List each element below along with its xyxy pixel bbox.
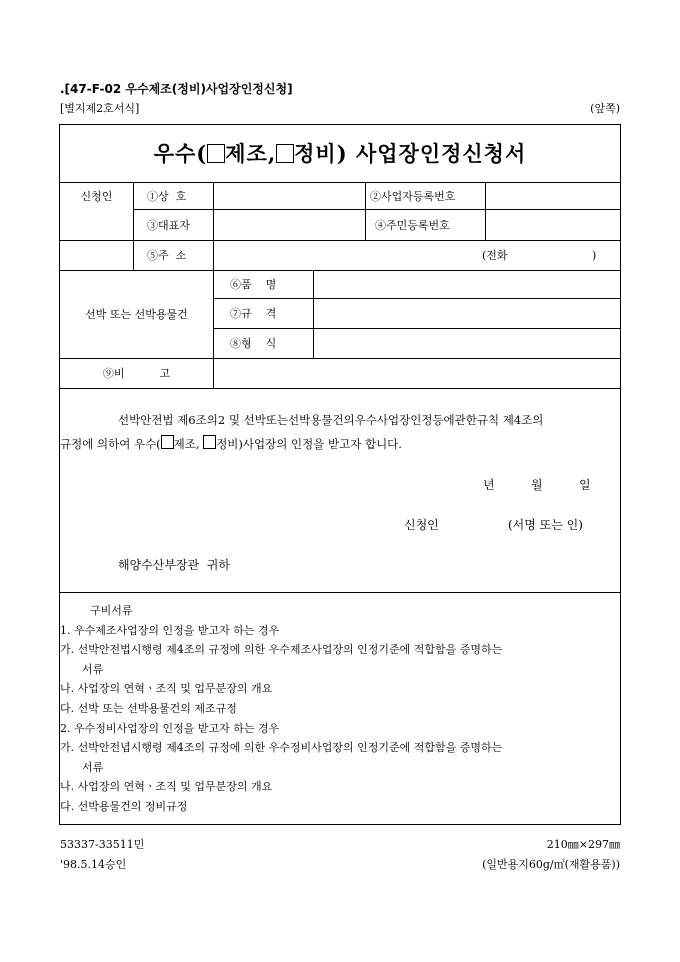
paper-type: (일반용지60g/㎡(재활용품)) (482, 858, 620, 871)
approval-date: '98.5.14승인 (60, 858, 127, 871)
document-line: 나. 사업장의 연혁ㆍ조직 및 업무분장의 개요 (60, 780, 273, 794)
type-field[interactable] (314, 329, 619, 358)
statement-pre: 규정에 의하여 우수( (60, 437, 161, 451)
paper-size: 210㎜×297㎜ (546, 838, 620, 851)
address-field[interactable] (214, 241, 474, 270)
manufacture-checkbox[interactable] (207, 144, 225, 163)
statement-maintenance-checkbox[interactable] (203, 435, 216, 449)
applicant-label: 신청인 (80, 189, 113, 203)
date-year: 년 (483, 478, 495, 492)
resident-number-field[interactable] (486, 210, 619, 240)
item-name-field[interactable] (314, 271, 619, 298)
phone-close: ) (592, 248, 597, 262)
statement-line-1: 선박안전법 제6조의2 및 선박또는선박용물건의우수사업장인정등에관한규칙 제4조의 (118, 413, 544, 427)
required-documents (60, 601, 618, 817)
grid-line (365, 182, 366, 240)
ship-label: 선박 또는 선박용물건 (85, 308, 188, 321)
resident-number-label: ④주민등록번호 (375, 218, 450, 232)
remarks-label: ⑨비 고 (102, 367, 171, 380)
document-line: 가. 선박안전법시행령 제4조의 규정에 의한 우수제조사업장의 인정기준에 적합함을 증명하는 (60, 643, 503, 657)
business-name-label: ①상 호 (147, 189, 187, 203)
addressee: 해양수산부장관 귀하 (118, 558, 230, 572)
business-name-field[interactable] (214, 183, 364, 209)
remarks-field[interactable] (214, 359, 619, 388)
statement-line-2 (60, 432, 620, 456)
spec-field[interactable] (314, 299, 619, 328)
spec-label: ⑦규 격 (230, 307, 277, 320)
type-label: ⑧형 식 (230, 337, 277, 350)
title-prefix: 우수( (153, 141, 208, 166)
title-option-manufacture: 제조, (225, 141, 277, 166)
form-code: .[47-F-02 우수제조(정비)사업장인정신청] (60, 82, 293, 96)
biz-reg-number-field[interactable] (486, 183, 619, 209)
grid-line (60, 388, 620, 389)
maintenance-checkbox[interactable] (276, 144, 294, 163)
representative-field[interactable] (214, 210, 364, 240)
signature-applicant-label: 신청인 (404, 518, 439, 532)
document-line: 1. 우수제조사업장의 인정을 받고자 하는 경우 (60, 623, 280, 637)
document-line: 서류 (82, 662, 104, 676)
statement-manufacture-checkbox[interactable] (161, 435, 174, 449)
statement-post: 정비)사업장의 인정을 받고자 합니다. (216, 437, 402, 451)
representative-label: ③대표자 (147, 218, 190, 232)
statement-mid: 제조, (173, 437, 204, 451)
grid-line (133, 182, 134, 270)
phone-label: (전화 (482, 249, 508, 262)
title-option-maintenance: 정비) 사업장인정신청서 (294, 141, 527, 166)
document-line: 서류 (82, 760, 104, 774)
document-line: 2. 우수정비사업장의 인정을 받고자 하는 경우 (60, 721, 280, 735)
document-line: 다. 선박용물건의 정비규정 (60, 799, 188, 813)
form-title (60, 124, 620, 182)
date-day: 일 (579, 478, 591, 492)
document-line: 가. 선박안전녑시행령 제4조의 규정에 의한 우수정비사업장의 인정기준에 적합함을 증명하는 (60, 741, 503, 755)
form-serial: 53337-33511민 (60, 838, 145, 851)
grid-line (60, 592, 620, 593)
signature-sign-label: (서명 또는 인) (508, 518, 583, 532)
page-side: (앞쪽) (590, 102, 620, 115)
item-name-label: ⑥품 명 (230, 278, 277, 291)
document-line: 나. 사업장의 연혁ㆍ조직 및 업무분장의 개요 (60, 682, 273, 696)
biz-reg-number-label: ②사업자등록번호 (370, 189, 456, 203)
document-line: 다. 선박 또는 선박용물건의 제조규정 (60, 701, 237, 715)
form-reference: [별지제2호서식] (60, 102, 140, 115)
address-label: ⑤주 소 (147, 249, 187, 262)
date-month: 월 (531, 478, 543, 492)
documents-heading: 구비서류 (90, 604, 133, 617)
